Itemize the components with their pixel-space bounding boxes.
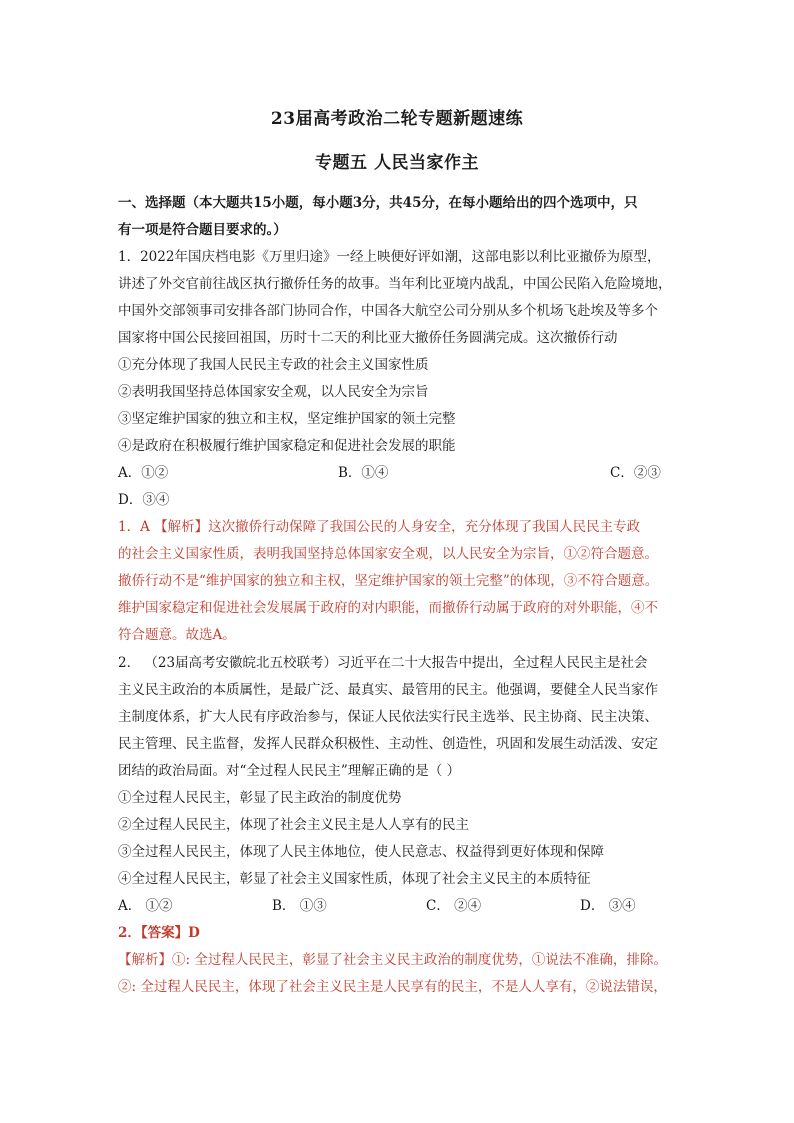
answer-explanation-line: 的社会主义国家性质，表明我国坚持总体国家安全观，以人民安全为宗旨，①②符合题意。 [118,546,658,562]
question-stem-line: 2． （23届高考安徽皖北五校联考）习近平在二十大报告中提出，全过程人民民主是社会 [118,655,648,671]
statement-item: ①全过程人民民主，彰显了民主政治的制度优势 [118,790,402,806]
question-1 [118,244,676,649]
option-c: C．②③ [610,465,661,481]
answer-explanation-line: ②: 全过程人民民主，体现了社会主义民主是人民享有的民主，不是人人享有，②说法错误， [118,979,667,995]
statement-item: ③全过程人民民主，体现了人民主体地位，使人民意志、权益得到更好体现和保障 [118,844,604,860]
option-b: B． ①③ [272,898,327,914]
question-stem-line: 国家将中国公民接回祖国，历时十二天的利比亚大撤侨任务圆满完成。这次撤侨行动 [118,330,618,346]
question-stem-line: 民主管理、民主监督，发挥人民群众积极性、主动性、创造性，巩固和发展生动活泼、安定 [118,736,658,752]
statement-item: ②表明我国坚持总体国家安全观，以人民安全为宗旨 [118,384,429,400]
answer-explanation-line: 【解析】①: 全过程人民民主，彰显了社会主义民主政治的制度优势，①说法不准确，排除。 [118,952,667,968]
question-stem-line: 主义民主政治的本质属性，是最广泛、最真实、最管用的民主。他强调，要健全人民当家作 [118,682,658,698]
statement-item: ①充分体现了我国人民民主专政的社会主义国家性质 [118,357,429,373]
option-d: D． ③④ [580,898,636,914]
page-subtitle: 专题五 人民当家作主 [315,153,479,173]
option-a: A．①② [118,465,169,481]
page-title: 23届高考政治二轮专题新题速练 [270,109,524,129]
statement-item: ④是政府在积极履行维护国家稳定和促进社会发展的职能 [118,438,456,454]
answer-options [118,893,676,920]
section-heading-line: 有一项是符合题目要求的。） [118,222,287,238]
answer-label: 2．【答案】D [118,925,200,941]
answer-explanation-line: 维护国家稳定和促进社会发展属于政府的对内职能，而撤侨行动属于政府的对外职能，④不 [118,600,658,616]
question-stem-line: 1．2022年国庆档电影《万里归途》一经上映便好评如潮，这部电影以利比亚撤侨为原型， [118,249,661,265]
answer-explanation-line: 撤侨行动不是“维护国家的独立和主权，坚定维护国家的领土完整”的体现，③不符合题意。 [118,573,659,589]
question-stem-line: 主制度体系，扩大人民有序政治参与，保证人民依法实行民主选举、民主协商、民主决策、 [118,709,658,725]
option-c: C． ②④ [426,898,482,914]
statement-item: ②全过程人民民主，体现了社会主义民主是人人享有的民主 [118,817,469,833]
question-stem-line: 讲述了外交官前往战区执行撤侨任务的故事。当年利比亚境内战乱，中国公民陷入危险境地， [118,276,672,292]
answer-explanation-line: 1．A 【解析】这次撤侨行动保障了我国公民的人身安全，充分体现了我国人民民主专政 [118,519,641,535]
answer-options [118,460,676,487]
option-b: B．①④ [338,465,389,481]
question-stem-line: 团结的政治局面。对“全过程人民民主”理解正确的是（ ） [118,763,461,779]
statement-item: ④全过程人民民主，彰显了社会主义国家性质，体现了社会主义民主的本质特征 [118,871,591,887]
option-d: D．③④ [118,492,170,508]
statement-item: ③坚定维护国家的独立和主权，坚定维护国家的领土完整 [118,411,456,427]
answer-explanation-line: 符合题意。故选A。 [118,627,236,643]
option-a: A． ①② [118,898,173,914]
section-heading [118,190,676,244]
question-2 [118,650,676,1001]
section-heading-line: 一、选择题（本大题共15小题，每小题3分，共45分，在每小题给出的四个选项中，只 [118,195,638,211]
question-stem-line: 中国外交部领事司安排各部门协同合作，中国各大航空公司分别从多个机场飞赴埃及等多个 [118,303,658,319]
